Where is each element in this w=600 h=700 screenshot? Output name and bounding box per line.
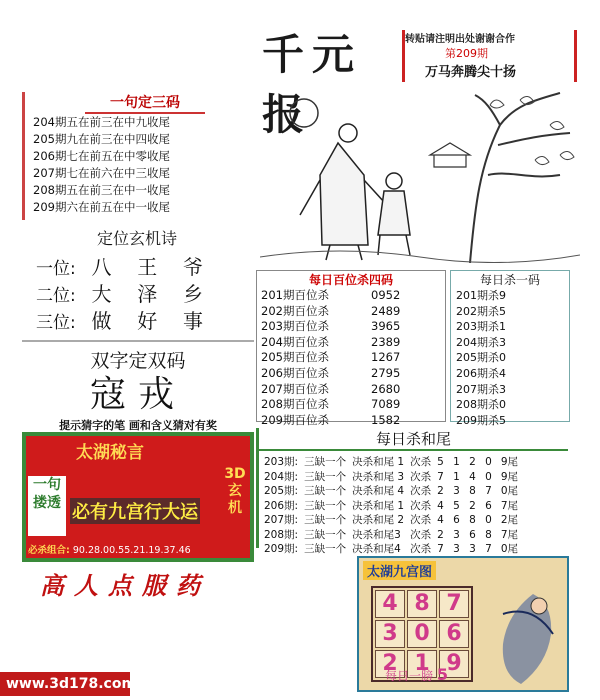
hewei-panel: [256, 428, 568, 555]
baiwei-row: [261, 335, 445, 351]
baiwei-code: 2680: [371, 381, 401, 396]
hewei-cell: 次杀: [410, 485, 432, 497]
header-info: [405, 30, 575, 85]
baiwei-code: 0952: [371, 288, 401, 302]
hewei-row: [261, 455, 521, 470]
baiwei-code: 1267: [371, 350, 401, 365]
baiwei-period: 205期百位杀: [261, 350, 329, 365]
jiugong-title: 太湖九宫图: [363, 561, 436, 580]
hewei-cell: 2 3 8 7: [437, 485, 495, 497]
poster-side-left: 一句搂透: [28, 476, 66, 536]
baiwei-period: 201期百位杀: [261, 288, 329, 302]
hewei-row: [261, 499, 521, 514]
poem-word: 事: [182, 309, 203, 333]
baiwei-row: [261, 382, 445, 398]
shayima-row: 201期杀9: [456, 289, 506, 302]
hewei-cell: 三缺一个: [304, 470, 347, 483]
hewei-row: [261, 470, 521, 485]
hewei-cell: 决杀和尾 2: [352, 514, 405, 526]
header-issue: 第209期: [445, 47, 488, 60]
shayima-row: 209期杀5: [456, 413, 506, 427]
hewei-cell: 206期:: [264, 499, 299, 512]
header-divider-right: [574, 30, 577, 82]
taihu-poster: [22, 432, 254, 562]
hewei-cell: 208期:: [264, 528, 299, 541]
shayima-row: 207期杀3: [456, 382, 506, 396]
baiwei-row: [261, 319, 445, 335]
poem-word: 王: [137, 255, 158, 279]
hewei-row: [261, 542, 521, 557]
header-notice: 转贴请注明出处谢谢合作: [405, 34, 515, 45]
poem-panel: [22, 226, 252, 334]
hewei-cell: 4 6 8 0: [437, 514, 495, 526]
poem-row-label: 一位:: [36, 259, 76, 279]
shayima-row: 204期杀3: [456, 335, 506, 349]
sanma-panel: [22, 92, 252, 220]
poem-word: 泽: [137, 282, 158, 306]
hewei-row: [261, 528, 521, 543]
baiwei-period: 209期百位杀: [261, 412, 329, 427]
baiwei-panel: [256, 270, 446, 427]
baiwei-row: [261, 350, 445, 366]
hewei-cell: 4 5 2 6: [437, 499, 495, 512]
hewei-cell: 决杀和尾3: [352, 528, 401, 541]
baiwei-period: 208期百位杀: [261, 397, 329, 412]
sanma-row: 206期七在前五在中零收尾: [33, 149, 170, 163]
shuangzi-panel: [22, 340, 254, 430]
hewei-cell: 三缺一个: [304, 499, 347, 512]
hewei-cell: 0尾: [500, 543, 519, 555]
header-motto: 万马奔腾尖十扬: [425, 65, 517, 80]
hewei-cell: 次杀: [410, 456, 432, 468]
hewei-cell: 次杀: [410, 543, 432, 555]
poem-word: 乡: [182, 282, 203, 306]
poem-row-label: 二位:: [36, 286, 76, 306]
baiwei-row: [261, 304, 445, 320]
baiwei-row: [261, 366, 445, 382]
hewei-cell: 9尾: [500, 470, 519, 483]
poem-word: 好: [137, 309, 158, 333]
baiwei-row: [261, 413, 445, 429]
hewei-cell: 次杀: [410, 528, 432, 541]
jiugong-sha: [385, 665, 448, 684]
sanma-row: 205期九在前三在中四收尾: [33, 132, 170, 146]
poem-row: [36, 255, 252, 282]
hewei-cell: 三缺一个: [304, 543, 347, 555]
jiugong-cell: 9: [439, 650, 469, 678]
figure-illustration: [473, 584, 563, 688]
hewei-cell: 2 3 6 8: [437, 528, 495, 541]
calligraphy-text: 高人点服药: [40, 571, 210, 600]
sanma-row: 207期七在前六在中三收尾: [33, 166, 170, 180]
site-url-link[interactable]: www.3d178.com: [0, 672, 130, 696]
hewei-cell: 207期:: [264, 514, 299, 526]
baiwei-period: 207期百位杀: [261, 381, 329, 396]
hewei-cell: 0尾: [500, 485, 519, 497]
sanma-row: 208期五在前三在中一收尾: [33, 183, 170, 197]
jiugong-panel: [357, 556, 569, 692]
shayima-row: 203期杀1: [456, 320, 506, 334]
illustration-figures-tree: [260, 85, 580, 263]
hewei-row: [261, 484, 521, 499]
shayima-panel: [450, 270, 570, 427]
baiwei-row: [261, 288, 445, 304]
baiwei-period: 203期百位杀: [261, 319, 329, 334]
baiwei-row: [261, 397, 445, 413]
hewei-title: 每日杀和尾: [259, 428, 568, 451]
hewei-cell: 5 1 2 0: [437, 456, 495, 468]
poem-word: 大: [91, 282, 112, 306]
poster-side-right: 3D玄机: [224, 466, 246, 516]
poem-row: [36, 309, 252, 336]
hewei-cell: 次杀: [410, 470, 432, 483]
baiwei-code: 2795: [371, 365, 401, 380]
hewei-row: [261, 513, 521, 528]
hewei-cell: 次杀: [410, 499, 432, 512]
baiwei-period: 202期百位杀: [261, 303, 329, 318]
sanma-row: 204期五在前三在中九收尾: [33, 115, 170, 129]
poster-slogan: 必有九宫行大运: [70, 498, 200, 524]
baiwei-code: 1582: [371, 412, 401, 427]
hewei-cell: 三缺一个: [304, 514, 347, 526]
jiugong-cell: 0: [407, 620, 437, 648]
jiugong-cell: 6: [439, 620, 469, 648]
poster-combo-values: 90.28.00.55.21.19.37.46: [72, 545, 191, 556]
shayima-row: 206期杀4: [456, 366, 506, 380]
baiwei-code: 3965: [371, 319, 401, 334]
hewei-cell: 204期:: [264, 470, 299, 483]
jiugong-sha-value: 5: [436, 665, 448, 684]
shayima-row: 205期杀0: [456, 351, 506, 365]
hewei-cell: 9尾: [500, 456, 519, 468]
hewei-table: [261, 455, 521, 557]
hewei-cell: 决杀和尾 1: [352, 499, 405, 512]
hewei-cell: 决杀和尾4: [352, 543, 401, 555]
hewei-cell: 203期:: [264, 456, 299, 468]
baiwei-code: 2489: [371, 303, 401, 318]
baiwei-period: 204期百位杀: [261, 334, 329, 349]
hewei-cell: 决杀和尾 1: [352, 456, 405, 468]
poem-row-label: 三位:: [36, 313, 76, 333]
poster-combo: [28, 542, 191, 556]
hewei-cell: 三缺一个: [304, 485, 347, 497]
shayima-title: 每日杀一码: [479, 273, 540, 287]
hewei-cell: 7尾: [500, 499, 519, 512]
baiwei-title: 每日百位杀四码: [308, 273, 393, 287]
poem-title: 定位玄机诗: [96, 229, 177, 248]
shuangzi-characters: 寇戎: [89, 374, 186, 415]
baiwei-code: 2389: [371, 334, 401, 349]
hewei-cell: 7 1 4 0: [437, 470, 495, 483]
hewei-cell: 7尾: [500, 528, 519, 541]
poem-word: 八: [91, 255, 112, 279]
hewei-cell: 三缺一个: [304, 528, 347, 541]
jiugong-cell: 2: [375, 650, 405, 678]
shayima-row: 208期杀0: [456, 398, 506, 412]
poem-row: [36, 282, 252, 309]
jiugong-cell: 8: [407, 590, 437, 618]
poster-combo-label: 必杀组合:: [28, 545, 70, 556]
page-title: 千元报: [262, 30, 363, 139]
shuangzi-hint: 提示猜字的笔 画和含义猜对有奖: [59, 419, 217, 432]
hewei-cell: 205期:: [264, 485, 299, 497]
hewei-cell: 三缺一个: [304, 456, 347, 468]
poem-word: 做: [91, 309, 112, 333]
jiugong-cell: 4: [375, 590, 405, 618]
hewei-cell: 209期:: [264, 543, 299, 555]
jiugong-sha-label: 每日一膀: [385, 669, 434, 683]
hewei-cell: 2尾: [500, 514, 519, 526]
jiugong-cell: 3: [375, 620, 405, 648]
jiugong-cell: 1: [407, 650, 437, 678]
hewei-cell: 次杀: [410, 514, 432, 526]
hewei-cell: 决杀和尾 4: [352, 485, 405, 497]
baiwei-period: 206期百位杀: [261, 365, 329, 380]
hewei-cell: 决杀和尾 3: [352, 470, 405, 483]
baiwei-code: 7089: [371, 397, 401, 412]
poem-word: 爷: [182, 255, 203, 279]
hewei-cell: 7 3 3 7: [437, 543, 495, 555]
poster-title: 太湖秘言: [76, 443, 144, 463]
shuangzi-title: 双字定双码: [90, 350, 186, 372]
sanma-title: 一句定三码: [85, 92, 205, 114]
shayima-row: 202期杀5: [456, 304, 506, 318]
jiugong-cell: 7: [439, 590, 469, 618]
sanma-row: 209期六在前五在中一收尾: [33, 200, 170, 214]
